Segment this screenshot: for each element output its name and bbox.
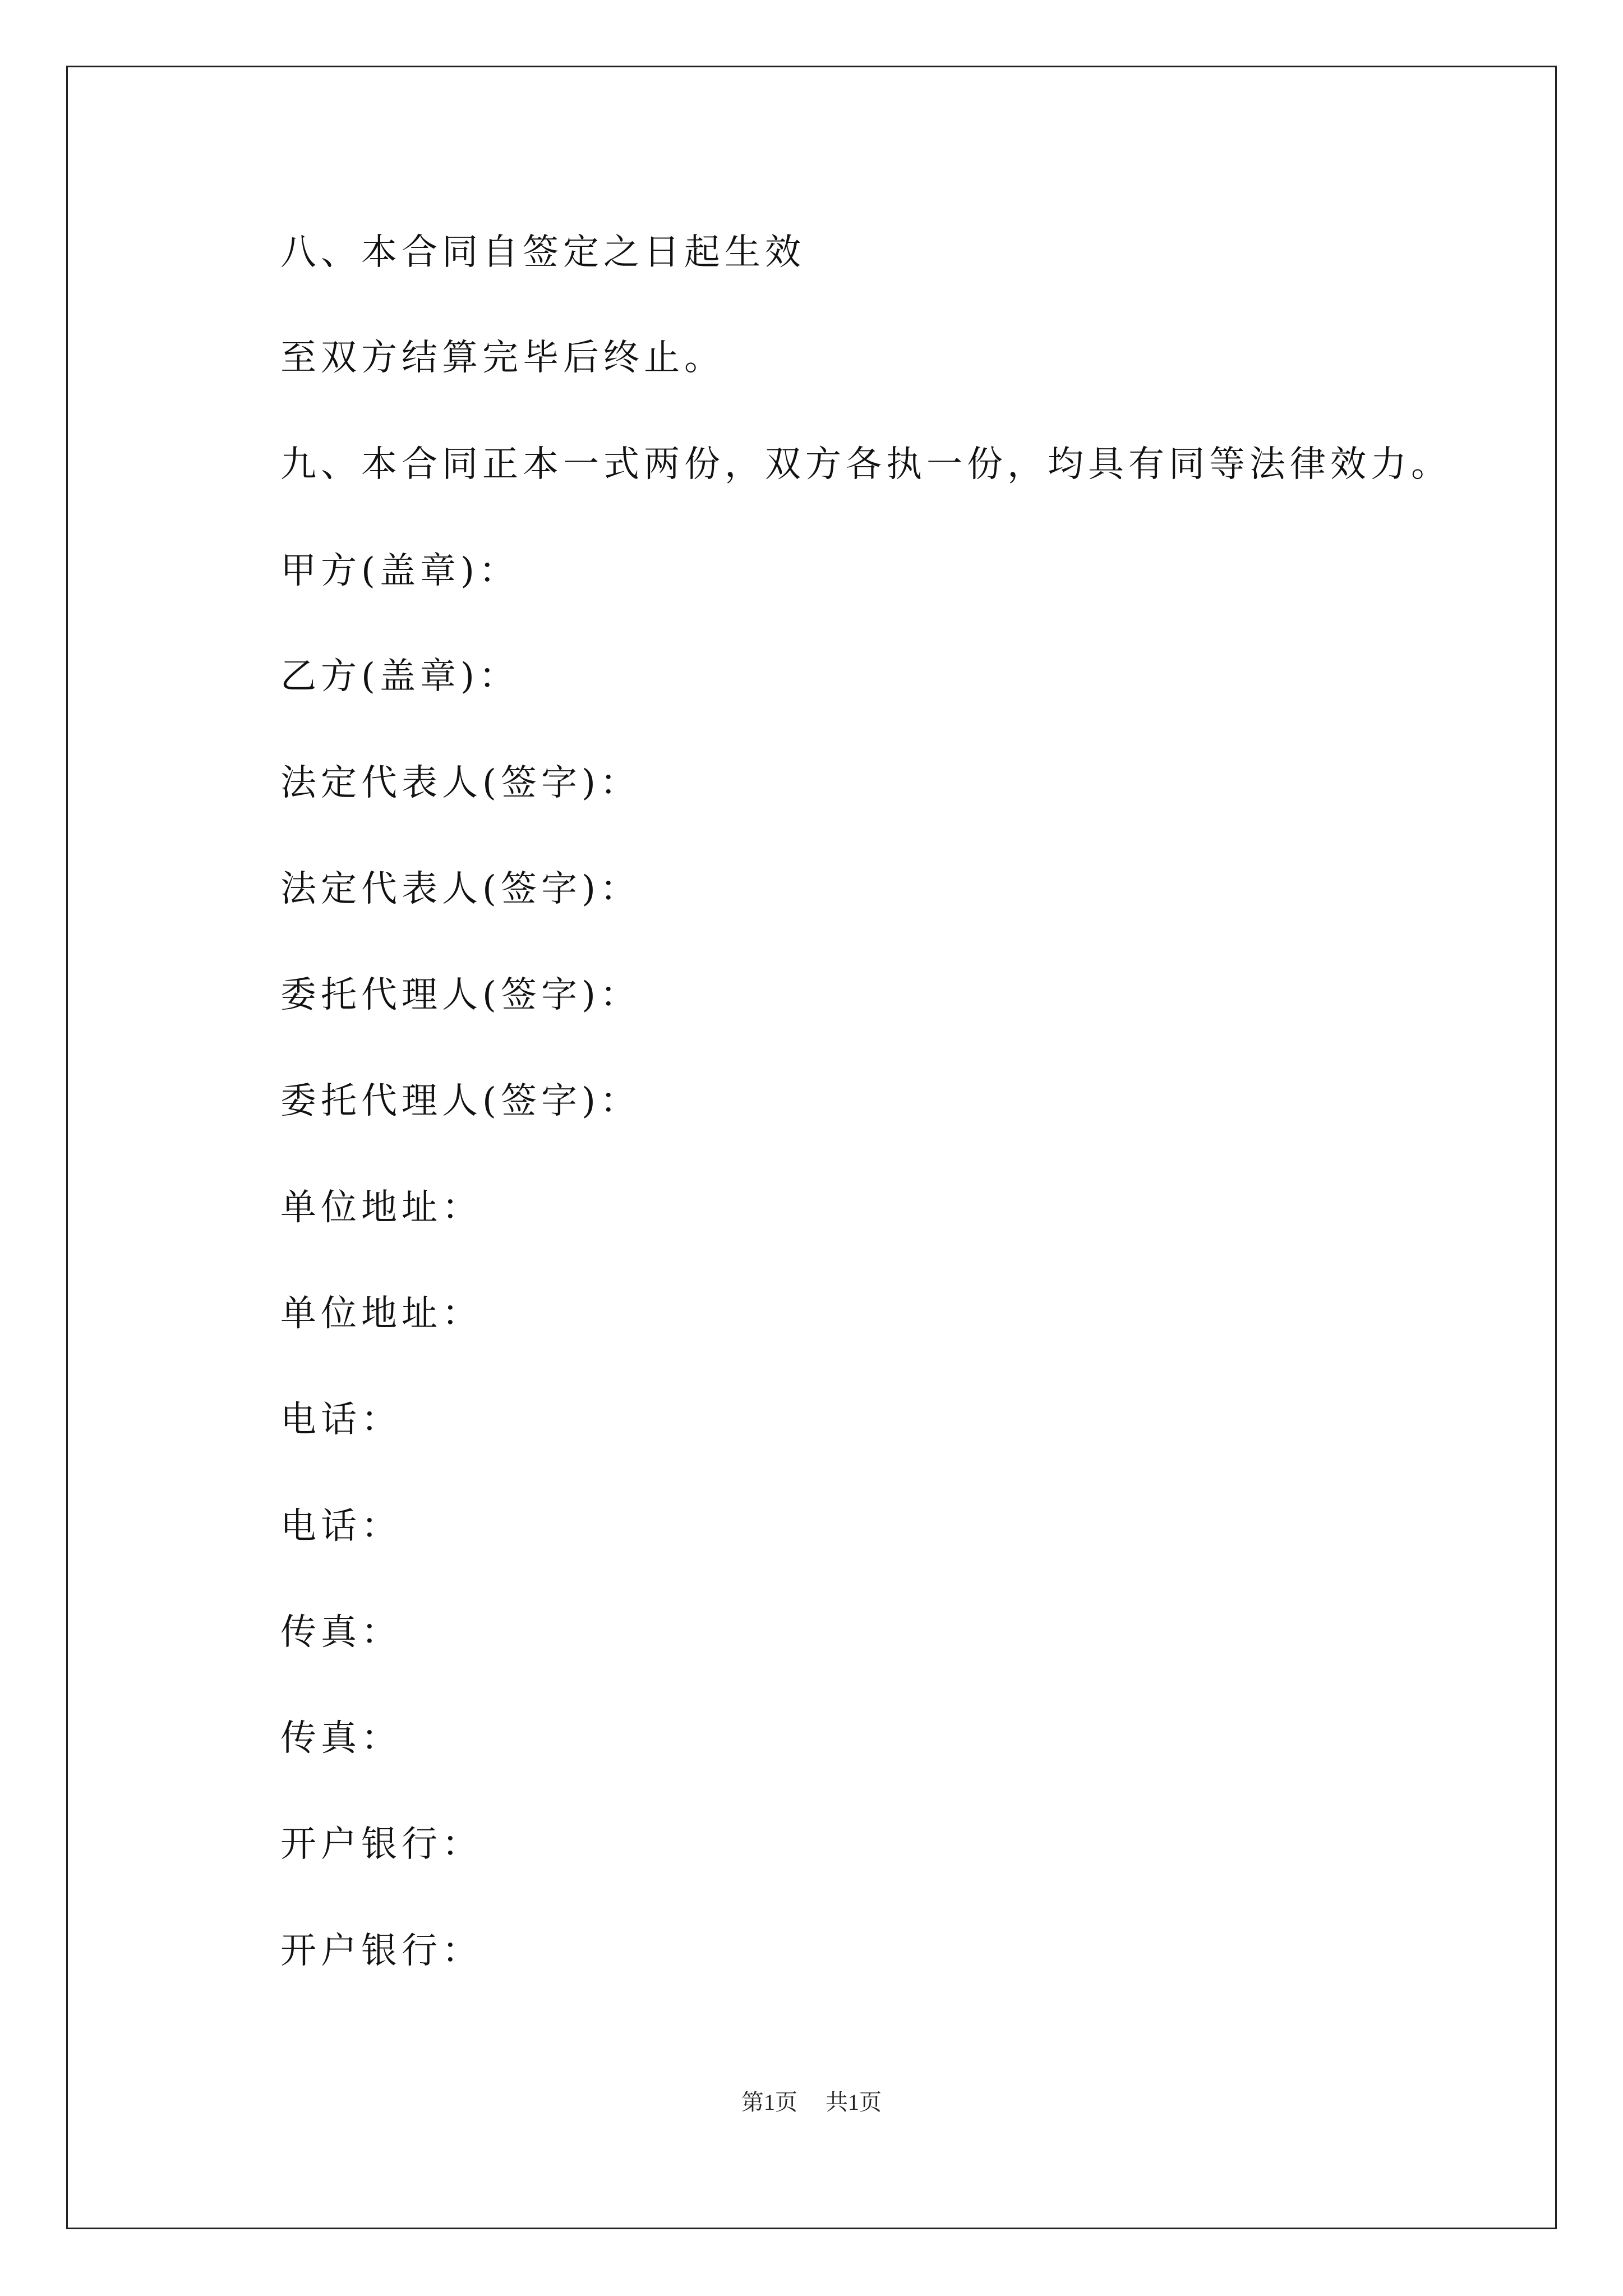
- party-b-address-label: 单位地址：: [280, 1293, 482, 1335]
- party-a-address-label: 单位地址：: [280, 1187, 482, 1228]
- party-b-fax-label: 传真：: [280, 1718, 402, 1759]
- party-a-legal-rep-label: 法定代表人(签字)：: [280, 762, 640, 804]
- party-a-seal-label: 甲方(盖章)：: [280, 550, 519, 592]
- party-a-phone-label: 电话：: [280, 1399, 402, 1441]
- party-b-phone-label: 电话：: [280, 1506, 402, 1547]
- page-footer: [0, 2087, 1623, 2118]
- page-number: 第1页: [741, 2090, 797, 2115]
- party-b-seal-label: 乙方(盖章)：: [280, 656, 519, 697]
- party-b-legal-rep-label: 法定代表人(签字)：: [280, 868, 640, 910]
- party-a-fax-label: 传真：: [280, 1612, 402, 1653]
- party-b-bank-label: 开户银行：: [280, 1930, 482, 1972]
- clause-8-line-2: 至双方结算完毕后终止。: [280, 337, 725, 379]
- party-b-agent-label: 委托代理人(签字)：: [280, 1080, 640, 1122]
- page-total: 共1页: [826, 2090, 882, 2115]
- party-a-agent-label: 委托代理人(签字)：: [280, 974, 640, 1016]
- party-a-bank-label: 开户银行：: [280, 1824, 482, 1865]
- page-border: [66, 66, 1557, 2229]
- clause-8-line-1: 八、本合同自签定之日起生效: [280, 232, 805, 273]
- clause-9: 九、本合同正本一式两份，双方各执一份，均具有同等法律效力。: [280, 444, 1451, 485]
